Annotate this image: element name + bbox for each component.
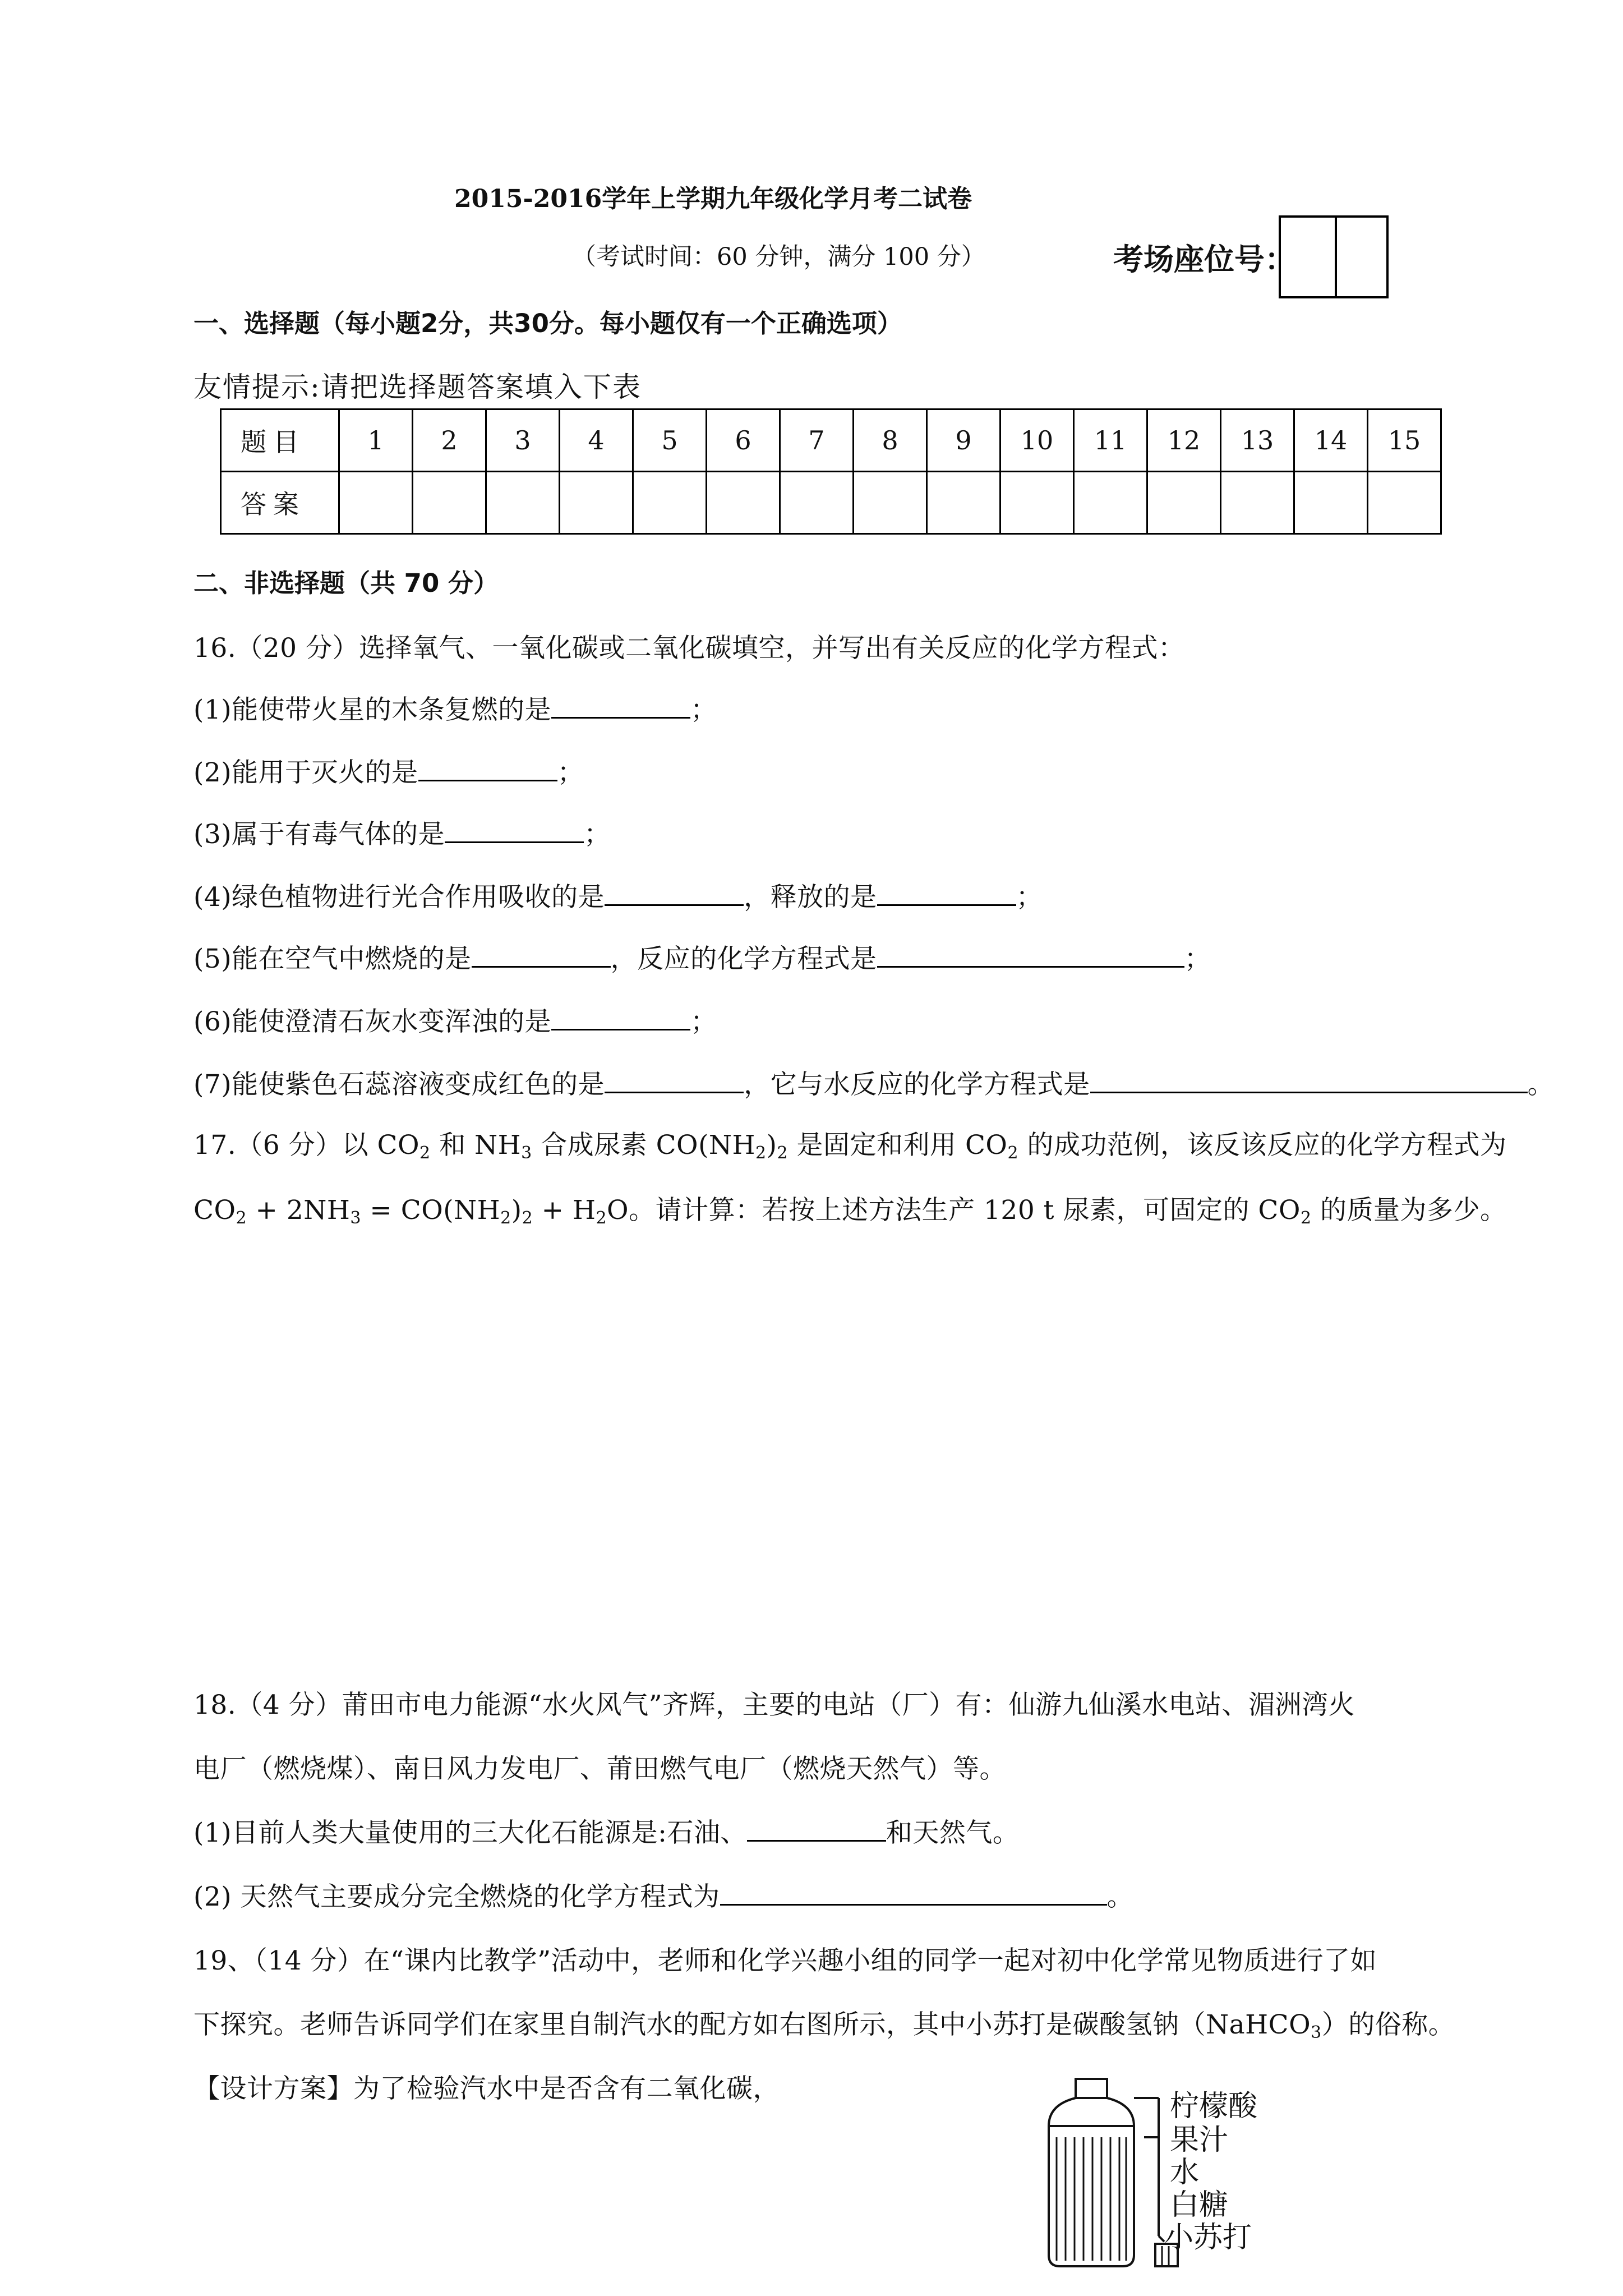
seat-box-right[interactable] bbox=[1332, 215, 1389, 298]
q16-part1 bbox=[193, 689, 717, 726]
q18-part1-text-a: (1)目前人类大量使用的三大化石能源是:石油、 bbox=[193, 1818, 747, 1848]
bottle-body bbox=[1049, 2098, 1134, 2266]
subscript: 3 bbox=[1311, 2023, 1322, 2042]
seat-label: 考场座位号： bbox=[1113, 242, 1295, 277]
punctuation: ； bbox=[1184, 944, 1211, 974]
answer-cell[interactable] bbox=[707, 472, 780, 534]
table-cell-number: 8 bbox=[854, 409, 927, 472]
answer-cell[interactable] bbox=[1294, 472, 1368, 534]
q19-line1: 19、（14 分）在“课内比教学”活动中，老师和化学兴趣小组的同学一起对初中化学常见物质进行了如 bbox=[193, 1945, 1377, 1976]
q16-part4 bbox=[193, 876, 1043, 914]
answer-cell[interactable] bbox=[1368, 472, 1441, 534]
answer-cell[interactable] bbox=[1000, 472, 1074, 534]
subscript: 3 bbox=[350, 1208, 361, 1228]
table-cell-number: 1 bbox=[339, 409, 413, 472]
punctuation: 。 bbox=[1106, 1881, 1134, 1912]
q16-part3 bbox=[193, 813, 611, 851]
q17-line2 bbox=[193, 1189, 1506, 1228]
answer-cell[interactable] bbox=[780, 472, 854, 534]
table-row-numbers bbox=[221, 409, 1441, 472]
q18-part2-text: (2) 天然气主要成分完全燃烧的化学方程式为 bbox=[193, 1881, 720, 1912]
answer-cell[interactable] bbox=[854, 472, 927, 534]
exam-info: （考试时间：60 分钟，满分 100 分） bbox=[572, 243, 985, 271]
answer-blank[interactable] bbox=[605, 1067, 744, 1093]
table-cell-number: 10 bbox=[1000, 409, 1074, 472]
q17-text: CO bbox=[193, 1195, 236, 1226]
q16-part7-text-b: ，它与水反应的化学方程式是 bbox=[744, 1069, 1090, 1100]
answer-blank[interactable] bbox=[445, 817, 584, 843]
subscript: 2 bbox=[500, 1208, 511, 1228]
answer-cell[interactable] bbox=[486, 472, 560, 534]
table-cell-number: 6 bbox=[707, 409, 780, 472]
answer-blank[interactable] bbox=[605, 880, 744, 906]
punctuation: ； bbox=[557, 757, 584, 788]
bottle-label-water: 水 bbox=[1170, 2156, 1200, 2189]
bottle-label-citric-acid: 柠檬酸 bbox=[1170, 2090, 1258, 2123]
table-header-questions: 题目 bbox=[221, 409, 339, 472]
table-header-answers: 答案 bbox=[221, 472, 339, 534]
answer-cell[interactable] bbox=[633, 472, 707, 534]
q19-text: ）的俗称。 bbox=[1321, 2009, 1455, 2040]
label-bracket bbox=[1134, 2098, 1164, 2242]
q16-part6 bbox=[193, 1001, 717, 1038]
q17-text: ) bbox=[766, 1130, 777, 1161]
answer-cell[interactable] bbox=[413, 472, 486, 534]
q17-text: O。请计算：若按上述方法生产 120 t 尿素，可固定的 CO bbox=[607, 1195, 1301, 1226]
q16-part4-text-a: (4)绿色植物进行光合作用吸收的是 bbox=[193, 882, 605, 913]
subscript: 2 bbox=[236, 1208, 247, 1228]
q19-line2 bbox=[193, 2004, 1455, 2042]
answer-cell[interactable] bbox=[560, 472, 633, 534]
q18-part1 bbox=[193, 1812, 1019, 1849]
q17-text: 的质量为多少。 bbox=[1311, 1195, 1507, 1226]
answer-cell[interactable] bbox=[1074, 472, 1147, 534]
bottle-label-sugar: 白糖 bbox=[1170, 2188, 1229, 2222]
answer-blank[interactable] bbox=[877, 880, 1016, 906]
equation-blank[interactable] bbox=[1090, 1067, 1528, 1093]
q16-part6-text: (6)能使澄清石灰水变浑浊的是 bbox=[193, 1006, 552, 1037]
punctuation: ； bbox=[1016, 882, 1043, 913]
punctuation: ； bbox=[690, 694, 717, 725]
q17-text: 和 NH bbox=[430, 1130, 522, 1161]
q16-part5 bbox=[193, 938, 1211, 976]
subscript: 3 bbox=[521, 1143, 532, 1163]
section1-heading: 一、选择题（每小题2分，共30分。每小题仅有一个正确选项） bbox=[193, 309, 902, 338]
q17-text: + 2NH bbox=[247, 1195, 351, 1226]
q18-line1: 18.（4 分）莆田市电力能源“水火风气”齐辉，主要的电站（厂）有：仙游九仙溪水电站、湄洲湾火 bbox=[193, 1690, 1355, 1720]
q16-part2 bbox=[193, 752, 584, 789]
answer-blank[interactable] bbox=[418, 755, 557, 781]
answer-blank[interactable] bbox=[747, 1815, 886, 1842]
answer-blank[interactable] bbox=[551, 1004, 690, 1030]
answer-table bbox=[220, 408, 1442, 535]
bottle-label-juice: 果汁 bbox=[1170, 2123, 1229, 2157]
answer-cell[interactable] bbox=[927, 472, 1000, 534]
q16-part7 bbox=[193, 1064, 1554, 1101]
q17-line1 bbox=[193, 1124, 1507, 1163]
subscript: 2 bbox=[419, 1143, 431, 1163]
answer-cell[interactable] bbox=[1221, 472, 1294, 534]
q17-text: 合成尿素 CO(NH bbox=[532, 1130, 756, 1161]
table-cell-number: 2 bbox=[413, 409, 486, 472]
subscript: 2 bbox=[1007, 1143, 1019, 1163]
equation-blank[interactable] bbox=[877, 941, 1184, 968]
subscript: 2 bbox=[777, 1143, 789, 1163]
answer-blank[interactable] bbox=[472, 941, 611, 968]
q17-text: = CO(NH bbox=[361, 1195, 501, 1226]
punctuation: ； bbox=[584, 819, 611, 850]
equation-blank[interactable] bbox=[720, 1879, 1107, 1906]
q16-part4-text-b: ，释放的是 bbox=[744, 882, 877, 913]
q16-part5-text-b: ，反应的化学方程式是 bbox=[610, 944, 877, 974]
q16-stem: 16.（20 分）选择氧气、一氧化碳或二氧化碳填空，并写出有关反应的化学方程式： bbox=[193, 633, 1185, 664]
table-cell-number: 9 bbox=[927, 409, 1000, 472]
bottle-label-baking-soda: 小苏打 bbox=[1164, 2221, 1252, 2254]
q16-part1-text: (1)能使带火星的木条复燃的是 bbox=[193, 694, 552, 725]
seat-box-left[interactable] bbox=[1279, 215, 1337, 298]
q17-text: + H bbox=[533, 1195, 596, 1226]
table-cell-number: 13 bbox=[1221, 409, 1294, 472]
q17-text: 是固定和利用 CO bbox=[788, 1130, 1008, 1161]
section2-heading: 二、非选择题（共 70 分） bbox=[193, 568, 499, 598]
table-cell-number: 7 bbox=[780, 409, 854, 472]
table-cell-number: 14 bbox=[1294, 409, 1368, 472]
q19-design-plan: 【设计方案】为了检验汽水中是否含有二氧化碳， bbox=[193, 2073, 780, 2104]
subscript: 2 bbox=[755, 1143, 767, 1163]
subscript: 2 bbox=[596, 1208, 607, 1228]
q17-text: ) bbox=[511, 1195, 522, 1226]
table-cell-number: 15 bbox=[1368, 409, 1441, 472]
q17-text: 17.（6 分）以 CO bbox=[193, 1130, 420, 1161]
q16-part5-text-a: (5)能在空气中燃烧的是 bbox=[193, 944, 472, 974]
punctuation: 。 bbox=[1527, 1069, 1555, 1100]
page-title: 2015-2016学年上学期九年级化学月考二试卷 bbox=[454, 185, 972, 213]
answer-blank[interactable] bbox=[551, 692, 690, 719]
q18-part2 bbox=[193, 1876, 1133, 1913]
answer-cell[interactable] bbox=[339, 472, 413, 534]
table-cell-number: 4 bbox=[560, 409, 633, 472]
table-cell-number: 12 bbox=[1147, 409, 1221, 472]
answer-cell[interactable] bbox=[1147, 472, 1221, 534]
table-row-answers bbox=[221, 472, 1441, 534]
table-cell-number: 3 bbox=[486, 409, 560, 472]
q16-part7-text-a: (7)能使紫色石蕊溶液变成红色的是 bbox=[193, 1069, 605, 1100]
table-cell-number: 11 bbox=[1074, 409, 1147, 472]
q16-part2-text: (2)能用于灭火的是 bbox=[193, 757, 418, 788]
q18-line2: 电厂（燃烧煤）、南日风力发电厂、莆田燃气电厂（燃烧天然气）等。 bbox=[193, 1754, 1006, 1784]
hint-text: 友情提示:请把选择题答案填入下表 bbox=[193, 371, 642, 403]
subscript: 2 bbox=[1300, 1208, 1312, 1228]
table-cell-number: 5 bbox=[633, 409, 707, 472]
subscript: 2 bbox=[522, 1208, 533, 1228]
q19-text: 下探究。老师告诉同学们在家里自制汽水的配方如右图所示，其中小苏打是碳酸氢钠（NaHCO bbox=[193, 2009, 1311, 2040]
q16-part3-text: (3)属于有毒气体的是 bbox=[193, 819, 445, 850]
punctuation: ； bbox=[690, 1006, 717, 1037]
q18-part1-text-b: 和天然气。 bbox=[886, 1818, 1020, 1848]
q17-text: 的成功范例，该反该反应的化学方程式为 bbox=[1018, 1130, 1507, 1161]
bottle-cap bbox=[1076, 2079, 1107, 2098]
